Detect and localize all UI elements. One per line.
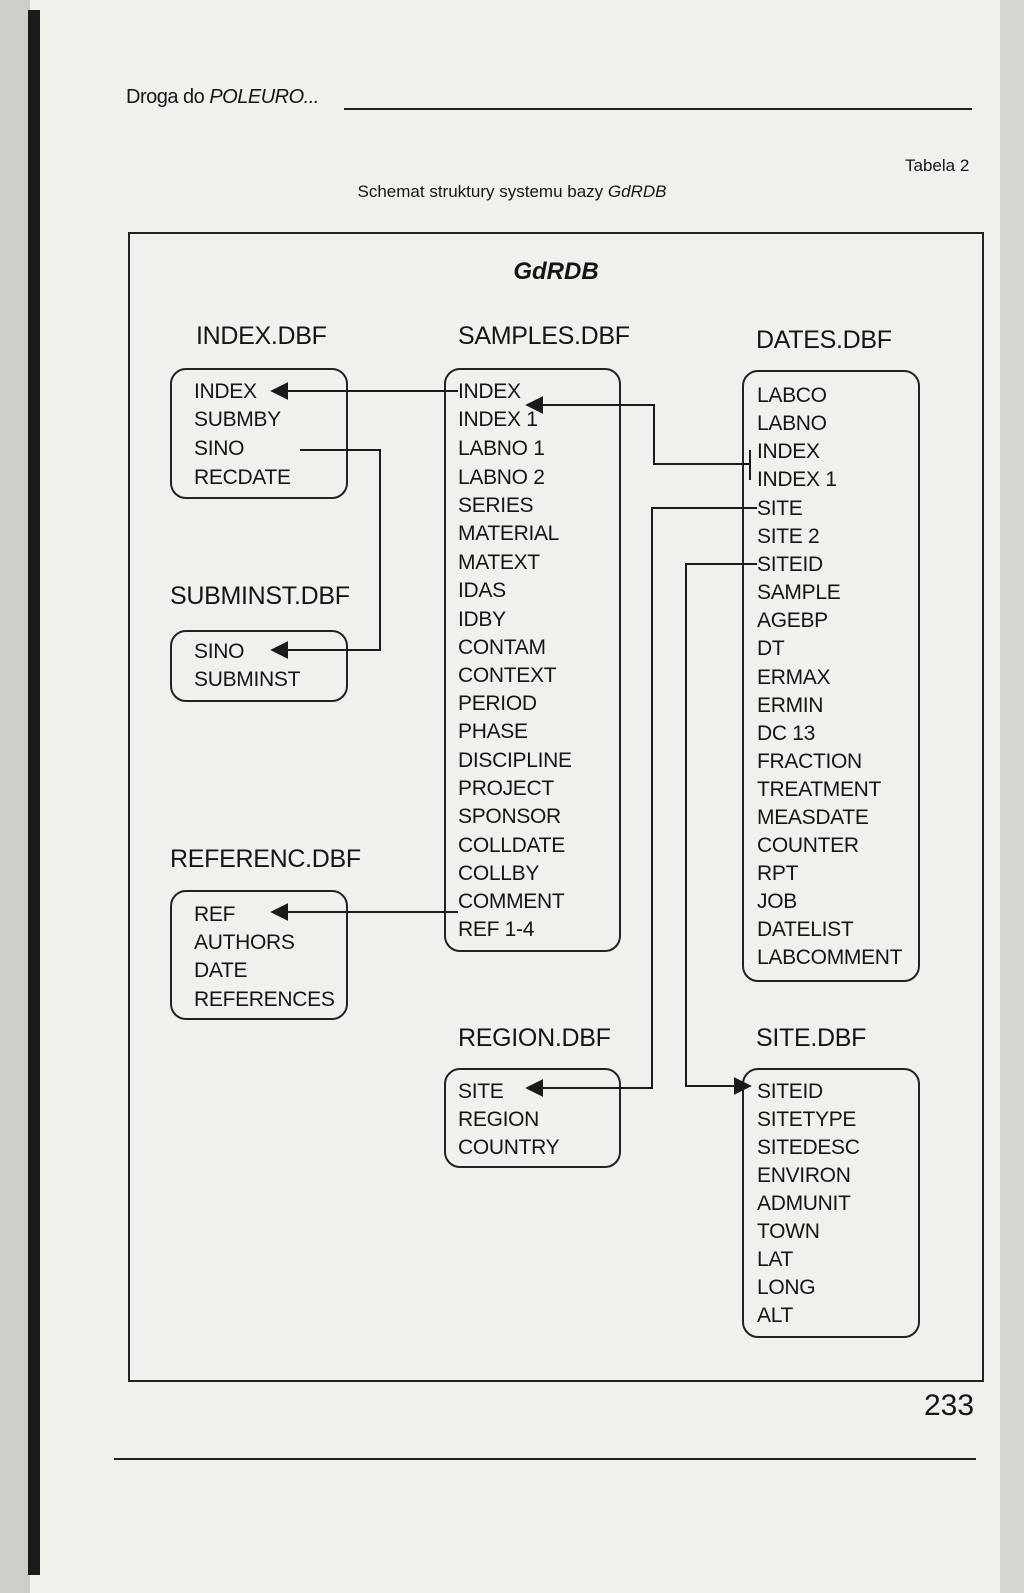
field-site-long: LONG (757, 1276, 816, 1299)
page-number: 233 (924, 1389, 975, 1422)
field-samples-index: INDEX (458, 380, 521, 403)
field-dates-datelist: DATELIST (757, 918, 854, 941)
field-index-index: INDEX (194, 380, 257, 403)
field-dates-ermin: ERMIN (757, 694, 824, 717)
field-samples-matext: MATEXT (458, 551, 540, 574)
field-referenc-authors: AUTHORS (194, 931, 295, 954)
field-index-sino: SINO (194, 437, 245, 460)
table-title-referenc: REFERENC.DBF (170, 845, 361, 873)
field-site-sitedesc: SITEDESC (757, 1136, 860, 1159)
field-dates-site2: SITE 2 (757, 525, 820, 548)
field-dates-labco: LABCO (757, 384, 827, 407)
field-dates-siteid: SITEID (757, 553, 823, 576)
field-subminst-subminst: SUBMINST (194, 668, 301, 691)
field-site-town: TOWN (757, 1220, 820, 1243)
field-site-alt: ALT (757, 1304, 794, 1327)
field-samples-labno1: LABNO 1 (458, 437, 545, 460)
field-dates-index1: INDEX 1 (757, 468, 837, 491)
field-dates-rpt: RPT (757, 862, 799, 885)
field-dates-dt: DT (757, 637, 785, 660)
field-samples-material: MATERIAL (458, 522, 560, 545)
field-region-region: REGION (458, 1108, 540, 1131)
table-title-samples: SAMPLES.DBF (458, 322, 630, 350)
field-index-submby: SUBMBY (194, 408, 281, 431)
field-dates-labno: LABNO (757, 412, 827, 435)
diagram-title: GdRDB (513, 258, 599, 285)
field-referenc-references: REFERENCES (194, 988, 335, 1011)
field-samples-labno2: LABNO 2 (458, 466, 545, 489)
field-samples-comment: COMMENT (458, 890, 565, 913)
field-referenc-ref: REF (194, 903, 236, 926)
field-dates-ermax: ERMAX (757, 666, 831, 689)
field-samples-phase: PHASE (458, 720, 528, 743)
caption-italic: GdRDB (607, 182, 667, 201)
field-samples-colldate: COLLDATE (458, 834, 565, 857)
field-dates-site: SITE (757, 497, 803, 520)
table-title-subminst: SUBMINST.DBF (170, 582, 350, 610)
field-site-environ: ENVIRON (757, 1164, 851, 1187)
field-dates-agebp: AGEBP (757, 609, 828, 632)
field-region-site: SITE (458, 1080, 504, 1103)
field-samples-project: PROJECT (458, 777, 554, 800)
field-samples-idas: IDAS (458, 579, 506, 602)
field-dates-labcomment: LABCOMMENT (757, 946, 903, 969)
caption-plain: Schemat struktury systemu bazy (357, 182, 608, 201)
field-samples-series: SERIES (458, 494, 534, 517)
field-referenc-date: DATE (194, 959, 248, 982)
table-label: Tabela 2 (905, 156, 970, 175)
field-site-admunit: ADMUNIT (757, 1192, 851, 1215)
table-title-site: SITE.DBF (756, 1024, 867, 1052)
field-samples-contam: CONTAM (458, 636, 546, 659)
field-samples-ref14: REF 1-4 (458, 918, 535, 941)
connector-index-sino-to-subminst (272, 450, 380, 650)
table-title-index: INDEX.DBF (196, 322, 327, 350)
field-site-lat: LAT (757, 1248, 794, 1271)
field-dates-counter: COUNTER (757, 834, 859, 857)
field-dates-fraction: FRACTION (757, 750, 862, 773)
field-samples-period: PERIOD (458, 692, 537, 715)
field-samples-sponsor: SPONSOR (458, 805, 561, 828)
field-samples-context: CONTEXT (458, 664, 557, 687)
field-samples-idby: IDBY (458, 608, 506, 631)
running-header-italic: POLEURO... (209, 86, 319, 108)
field-samples-index1: INDEX 1 (458, 408, 538, 431)
footer-rule (114, 1458, 976, 1460)
table-title-dates: DATES.DBF (756, 326, 892, 354)
field-index-recdate: RECDATE (194, 466, 291, 489)
field-site-siteid: SITEID (757, 1080, 823, 1103)
field-dates-treatment: TREATMENT (757, 778, 882, 801)
field-dates-sample: SAMPLE (757, 581, 841, 604)
field-samples-collby: COLLBY (458, 862, 540, 885)
field-subminst-sino: SINO (194, 640, 245, 663)
connector-dates-site-to-region (527, 508, 757, 1088)
connector-dates-siteid-to-site (686, 564, 757, 1086)
field-dates-job: JOB (757, 890, 797, 913)
field-dates-dc13: DC 13 (757, 722, 816, 745)
field-dates-index: INDEX (757, 440, 820, 463)
field-samples-discipline: DISCIPLINE (458, 749, 572, 772)
running-header-plain: Droga do (126, 86, 210, 108)
field-region-country: COUNTRY (458, 1136, 560, 1159)
field-dates-measdate: MEASDATE (757, 806, 869, 829)
table-title-region: REGION.DBF (458, 1024, 611, 1052)
field-site-sitetype: SITETYPE (757, 1108, 857, 1131)
connector-dates-to-samples-index1 (527, 405, 750, 464)
